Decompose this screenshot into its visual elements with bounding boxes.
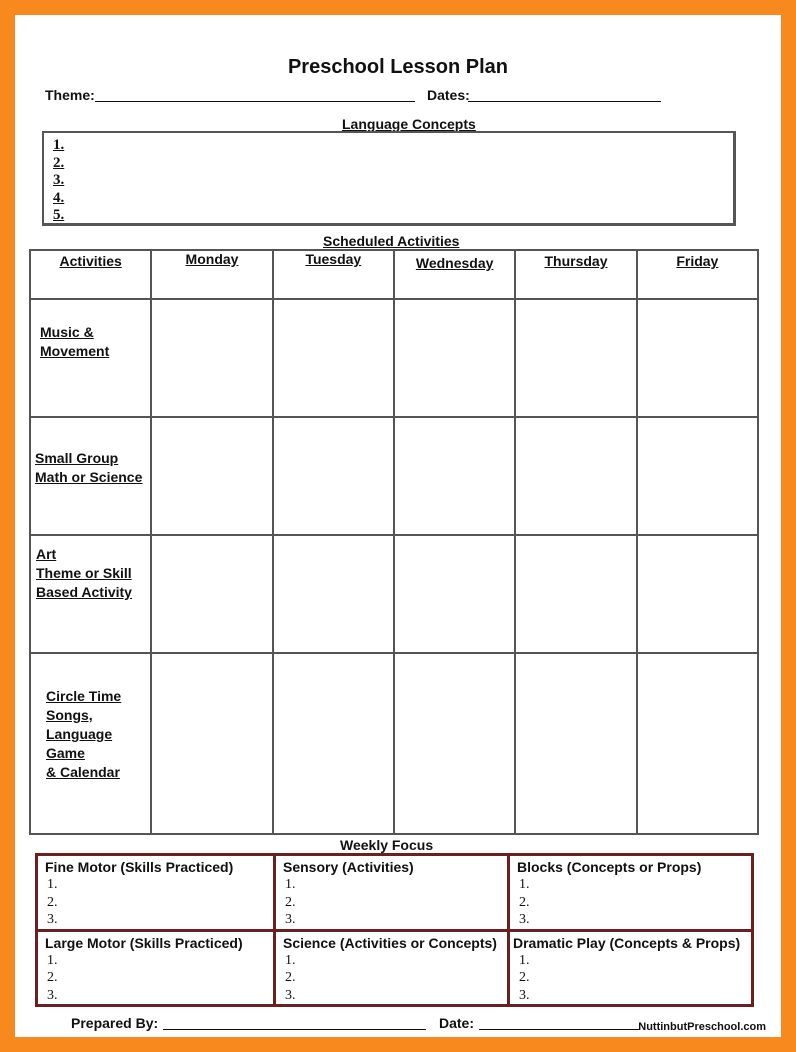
weekly-focus-table	[35, 853, 754, 1007]
cell-circle-monday[interactable]	[151, 653, 272, 834]
schedule-table	[29, 249, 759, 835]
language-concept-item: 5.	[53, 207, 65, 224]
cell-art-tuesday[interactable]	[273, 535, 394, 653]
cell-circle-wednesday[interactable]	[394, 653, 515, 834]
cell-music-tuesday[interactable]	[273, 299, 394, 417]
schedule-header-row	[30, 250, 758, 299]
focus-row-1	[37, 855, 753, 931]
prepared-by-label: Prepared By:	[71, 1015, 159, 1031]
lesson-plan-sheet	[15, 15, 781, 1037]
cell-art-wednesday[interactable]	[394, 535, 515, 653]
date-label: Date:	[439, 1015, 475, 1031]
cell-music-thursday[interactable]	[515, 299, 636, 417]
header-monday: Monday	[151, 250, 272, 299]
cell-small-group-tuesday[interactable]	[273, 417, 394, 535]
schedule-row-music	[30, 299, 758, 417]
cell-circle-thursday[interactable]	[515, 653, 636, 834]
header-friday: Friday	[637, 250, 758, 299]
focus-sensory[interactable]: Sensory (Activities) 1. 2. 3.	[275, 855, 509, 931]
focus-fine-motor[interactable]: Fine Motor (Skills Practiced) 1. 2. 3.	[37, 855, 275, 931]
activity-music-movement: Music & Movement	[30, 299, 151, 417]
focus-row-2	[37, 930, 753, 1006]
schedule-row-art	[30, 535, 758, 653]
language-concept-item: 1.	[53, 137, 65, 153]
cell-art-thursday[interactable]	[515, 535, 636, 653]
cell-circle-friday[interactable]	[637, 653, 758, 834]
header-activities: Activities	[30, 250, 151, 299]
dates-label: Dates:	[427, 87, 470, 103]
prepared-by-field[interactable]	[163, 1029, 426, 1030]
theme-label: Theme:	[45, 87, 95, 103]
focus-large-motor[interactable]: Large Motor (Skills Practiced) 1. 2. 3.	[37, 930, 275, 1006]
theme-field[interactable]	[95, 101, 415, 102]
cell-small-group-friday[interactable]	[637, 417, 758, 535]
cell-small-group-monday[interactable]	[151, 417, 272, 535]
cell-small-group-wednesday[interactable]	[394, 417, 515, 535]
cell-art-monday[interactable]	[151, 535, 272, 653]
page-title: Preschool Lesson Plan	[287, 56, 509, 78]
cell-music-monday[interactable]	[151, 299, 272, 417]
activity-circle-time: Circle Time Songs, Language Game & Calendar	[30, 653, 151, 834]
language-concept-item: 3.	[53, 172, 65, 189]
cell-music-friday[interactable]	[637, 299, 758, 417]
schedule-row-circle-time	[30, 653, 758, 834]
activity-art: Art Theme or Skill Based Activity	[30, 535, 151, 653]
schedule-row-small-group	[30, 417, 758, 535]
language-concepts-heading: Language Concepts	[342, 116, 476, 132]
cell-circle-tuesday[interactable]	[273, 653, 394, 834]
date-field[interactable]	[479, 1029, 639, 1030]
language-concept-item: 4.	[53, 189, 65, 206]
focus-science[interactable]: Science (Activities or Concepts) 1. 2. 3.	[275, 930, 509, 1006]
cell-art-friday[interactable]	[637, 535, 758, 653]
language-concept-item: 2.	[53, 154, 65, 171]
scheduled-activities-heading: Scheduled Activities	[323, 233, 460, 249]
dates-field[interactable]	[468, 101, 661, 102]
focus-blocks[interactable]: Blocks (Concepts or Props) 1. 2. 3.	[509, 855, 753, 931]
language-concepts-box[interactable]	[42, 131, 736, 226]
header-wednesday: Wednesday	[394, 250, 515, 299]
header-tuesday: Tuesday	[273, 250, 394, 299]
activity-small-group: Small Group Math or Science	[30, 417, 151, 535]
site-credit: NuttinbutPreschool.com	[638, 1021, 766, 1033]
header-thursday: Thursday	[515, 250, 636, 299]
weekly-focus-heading: Weekly Focus	[340, 837, 434, 853]
cell-music-wednesday[interactable]	[394, 299, 515, 417]
cell-small-group-thursday[interactable]	[515, 417, 636, 535]
focus-dramatic-play[interactable]: Dramatic Play (Concepts & Props) 1. 2. 3.	[509, 930, 753, 1006]
